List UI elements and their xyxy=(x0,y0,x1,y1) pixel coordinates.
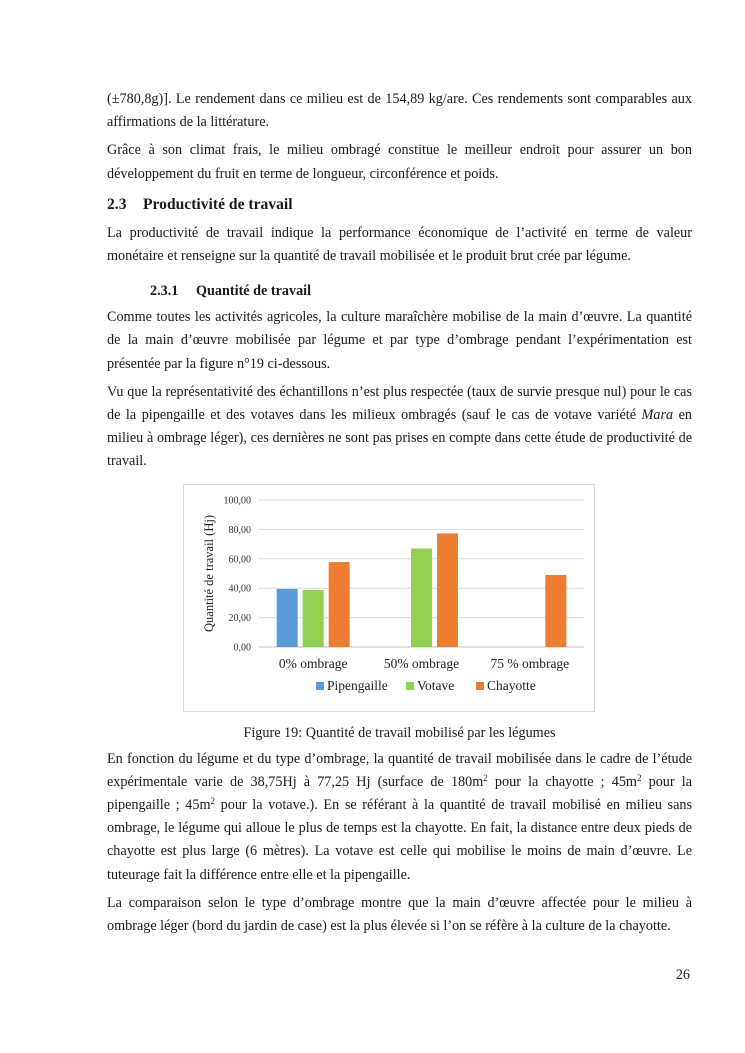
paragraph-labor: Comme toutes les activités agricoles, la culture maraîchère mobilise de la main d’œuvre. La quantité de la main d’œuvre mobilisée par légume et par type d’ombrage pendant l’expérimentation est présentée par la figure n°19 ci-dessous. xyxy=(107,309,692,372)
legend-label-votave: Votave xyxy=(417,677,455,693)
paragraph-climate: Grâce à son climat frais, le milieu ombragé constitue le meilleur endroit pour assurer un bon développement du fruit en terme de longueur, circonférence et poids. xyxy=(107,142,692,182)
bar-chart xyxy=(184,485,594,711)
bar-chayotte-3 xyxy=(545,575,566,647)
x-category-label: 75 % ombrage xyxy=(490,655,570,671)
section-heading xyxy=(107,194,692,216)
y-tick-label: 100,00 xyxy=(223,495,251,507)
x-category-label: 0% ombrage xyxy=(278,655,348,671)
superscript: 2 xyxy=(636,772,642,783)
y-tick-label: 60,00 xyxy=(228,553,251,565)
paragraph-yield: (±780,8g)]. Le rendement dans ce milieu est de 154,89 kg/are. Ces rendements sont comparables aux affirmations de la littérature. xyxy=(107,91,692,131)
y-axis-label: Quantité de travail (Hj) xyxy=(202,514,216,632)
section-number: 2.3 xyxy=(107,195,127,213)
paragraph-analysis-part4: pour la votave.). En se référant à la quantité de travail mobilisé en milieu sans ombrage, le légume qui alloue le plus de temps est la chayotte. En fait, la distance entre deux pieds de chayotte est plus large (6 mètres). La votave est celle qui mobilise le moins de main d’œuvre. Le tuteurage fait la différence entre elle et la pipengaille. xyxy=(107,797,692,883)
y-tick-label: 0,00 xyxy=(233,642,251,654)
subsection-number: 2.3.1 xyxy=(150,283,179,300)
legend-swatch-votave xyxy=(406,682,414,690)
section-title: Productivité de travail xyxy=(143,195,293,213)
legend-label-chayotte: Chayotte xyxy=(487,677,536,693)
variety-name: Mara xyxy=(641,407,674,424)
paragraph-analysis-part2: pour la chayotte ; 45m xyxy=(487,773,637,790)
paragraph-representativity-part1: Vu que la représentativité des échantillons n’est plus respectée (taux de survie presque nul) pour le cas de la pipengaille et des votaves dans les milieux ombragés (sauf le cas de votave variété xyxy=(107,383,692,424)
subsection-heading xyxy=(150,280,692,302)
paragraph-analysis-part3: pour la pipengaille ; 45m xyxy=(107,773,692,814)
bar-chayotte-1 xyxy=(329,562,350,647)
legend-swatch-pipengaille xyxy=(316,682,324,690)
bar-votave-1 xyxy=(303,590,324,647)
y-tick-label: 80,00 xyxy=(228,524,251,536)
paragraph-productivity: La productivité de travail indique la performance économique de l’activité en terme de valeur monétaire et renseigne sur la quantité de travail mobilisée et le produit brut crée par légume. xyxy=(107,224,692,265)
paragraph-representativity xyxy=(107,381,692,474)
page-content xyxy=(107,88,692,938)
page-number: 26 xyxy=(675,967,690,983)
subsection-title: Quantité de travail xyxy=(196,283,312,300)
y-tick-label: 40,00 xyxy=(228,583,251,595)
bar-votave-2 xyxy=(411,548,432,646)
figure-19-chart xyxy=(183,484,595,712)
superscript: 2 xyxy=(210,796,215,807)
legend-label-pipengaille: Pipengaille xyxy=(327,677,388,693)
y-tick-label: 20,00 xyxy=(228,612,251,624)
bar-pipengaille-1 xyxy=(277,589,298,647)
paragraph-comparison: La comparaison selon le type d’ombrage montre que la main d’œuvre affectée pour le milieu à ombrage léger (bord du jardin de case) est la plus élevée si l’on se réfère à la culture de la chayotte. xyxy=(107,894,692,935)
paragraph-analysis xyxy=(107,748,692,887)
figure-caption: Figure 19: Quantité de travail mobilisé par les légumes xyxy=(243,724,556,741)
superscript: 2 xyxy=(483,772,488,783)
paragraph-analysis-part1: En fonction du légume et du type d’ombrage, la quantité de travail mobilisée dans le cadre de l’étude expérimentale varie de 38,75Hj à 77,25 Hj (surface de 180m xyxy=(107,750,692,790)
bar-chayotte-2 xyxy=(437,533,458,647)
legend-swatch-chayotte xyxy=(476,682,484,690)
x-category-label: 50% ombrage xyxy=(383,655,460,671)
paragraph-representativity-part2: en milieu à ombrage léger), ces dernières ne sont pas prises en compte dans cette étude de productivité de travail. xyxy=(107,407,692,470)
